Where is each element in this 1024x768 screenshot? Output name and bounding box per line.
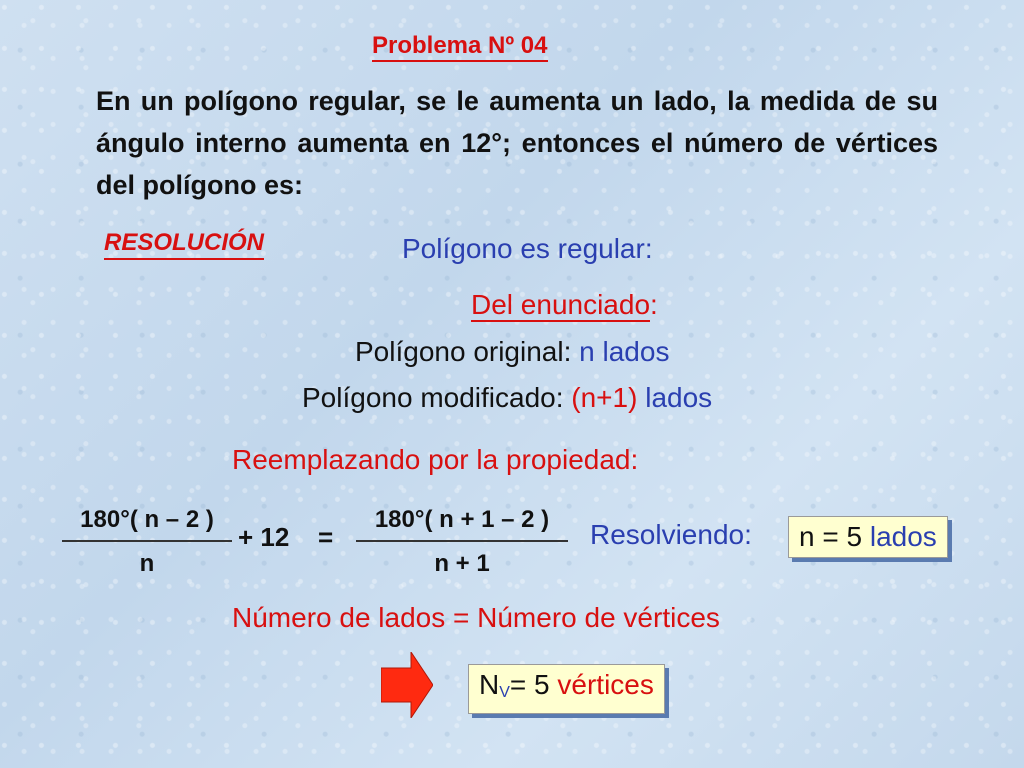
problem-title: Problema Nº 04: [372, 32, 548, 62]
left-denominator: n: [139, 549, 155, 577]
replacing-line: Reemplazando por la propiedad:: [232, 444, 639, 475]
right-fraction: [356, 506, 568, 578]
final-value: = 5: [509, 669, 550, 700]
plus-twelve: + 12: [238, 522, 290, 552]
final-symbol: [479, 669, 510, 700]
final-symbol-letter: N: [479, 669, 500, 700]
regular-polygon-line: Polígono es regular:: [402, 233, 653, 264]
result-unit: lados: [869, 521, 937, 552]
from-statement-line: [471, 289, 658, 321]
result-lhs: n = 5: [799, 521, 863, 552]
from-statement-colon: :: [650, 289, 658, 320]
original-polygon-value: n lados: [579, 336, 670, 367]
solving-label: Resolviendo:: [590, 519, 752, 550]
modified-polygon-value: (n+1): [571, 382, 638, 413]
modified-polygon-line: [302, 382, 712, 414]
equivalence-line: Número de lados = Número de vértices: [232, 602, 720, 633]
right-numerator: 180°( n + 1 – 2 ): [374, 506, 550, 533]
left-fraction: [62, 506, 232, 578]
equals-sign: =: [318, 522, 334, 552]
left-numerator: 180°( n – 2 ): [80, 506, 214, 533]
original-polygon-label: Polígono original:: [355, 336, 580, 367]
right-arrow-icon: [381, 652, 433, 718]
modified-polygon-label: Polígono modificado:: [302, 382, 572, 413]
result-box: [788, 516, 948, 558]
final-answer-box: [468, 664, 665, 714]
final-unit: vértices: [557, 669, 654, 700]
right-denominator: n + 1: [434, 549, 490, 577]
problem-statement: En un polígono regular, se le aumenta un lado, la medida de su ángulo interno aumenta en 12°; entonces el número de vértices del polígono es:: [96, 86, 938, 200]
original-polygon-line: [355, 336, 669, 368]
final-symbol-subscript: V: [499, 684, 510, 701]
resolution-heading: RESOLUCIÓN: [104, 228, 264, 260]
modified-polygon-suffix: lados: [637, 382, 713, 413]
from-statement-text: Del enunciado: [471, 289, 651, 320]
